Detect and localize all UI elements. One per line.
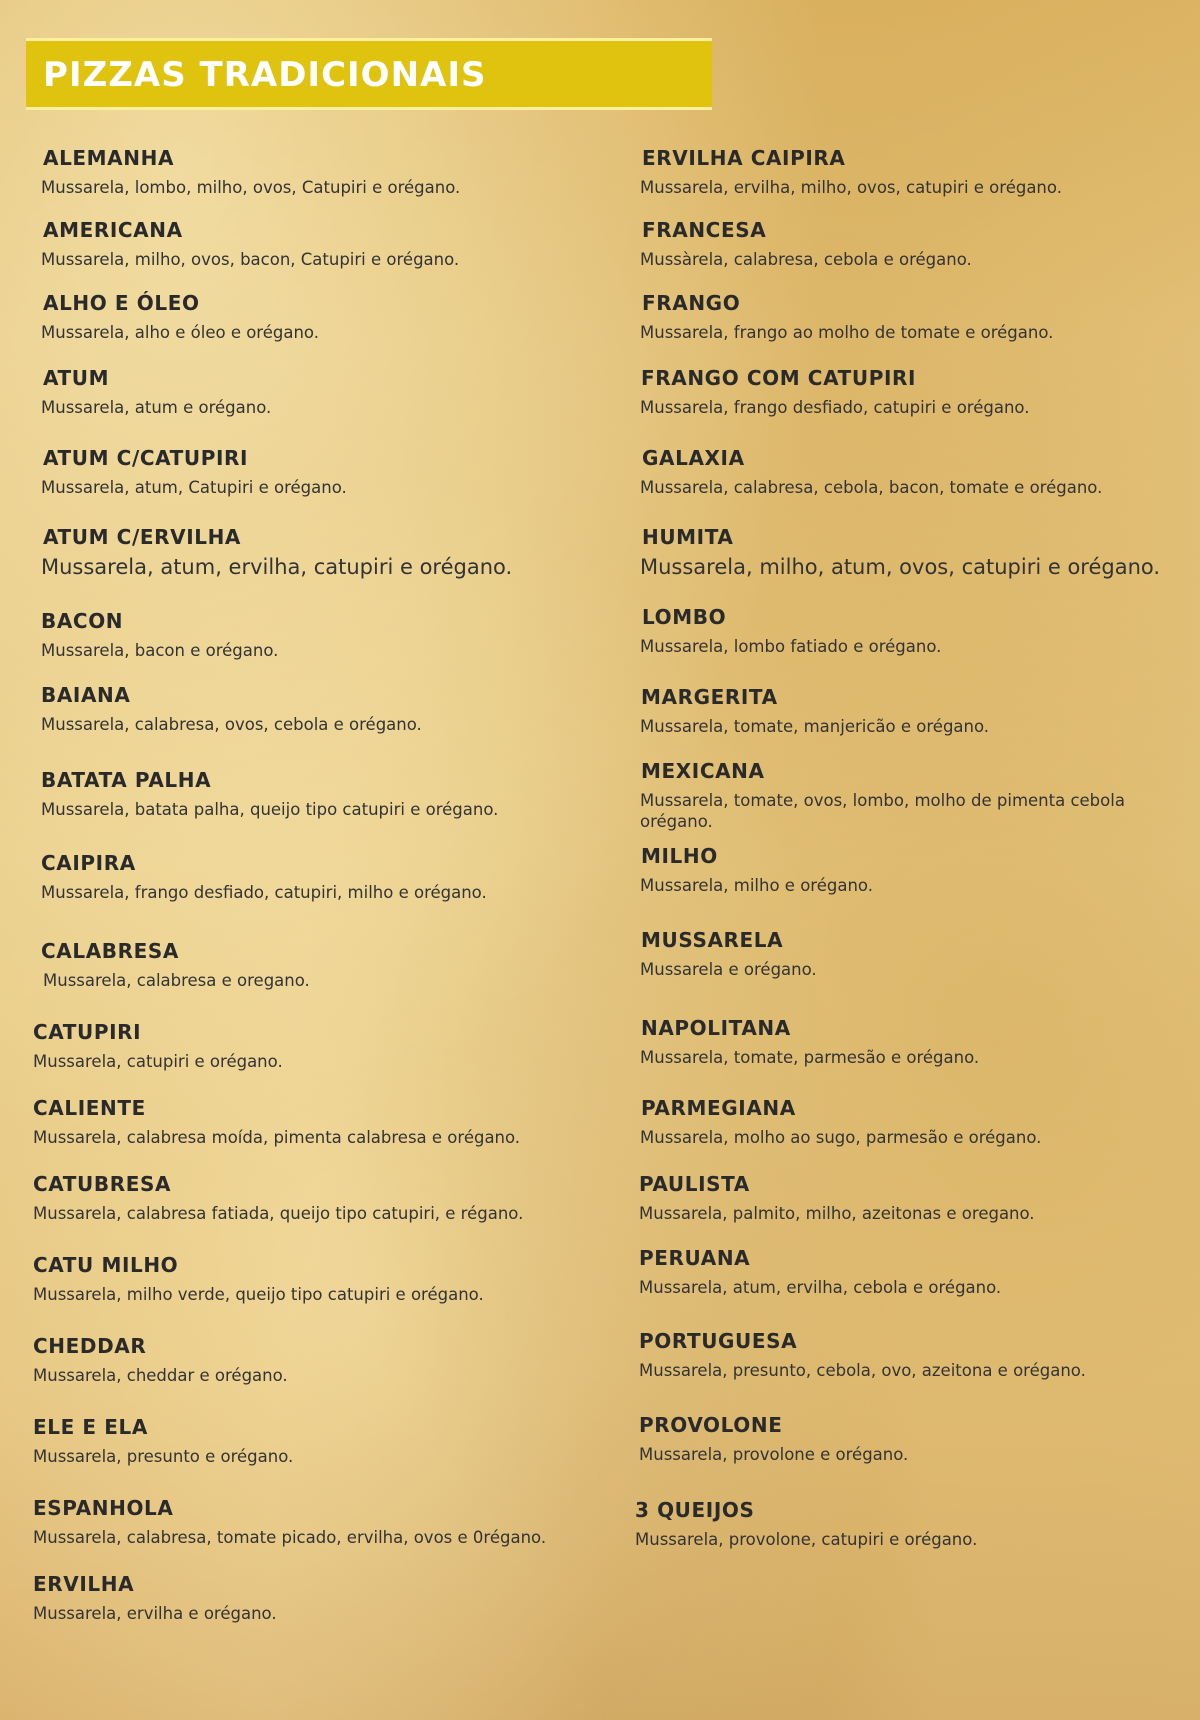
- item-description: Mussarela, batata palha, queijo tipo catupiri e orégano.: [41, 800, 499, 819]
- item-description: Mussarela, lombo, milho, ovos, Catupiri e orégano.: [41, 178, 461, 197]
- item-description: Mussarela, provolone e orégano.: [639, 1445, 909, 1464]
- item-name: 3 QUEIJOS: [635, 1498, 755, 1522]
- item-name: ESPANHOLA: [33, 1496, 174, 1520]
- item-name: ERVILHA: [33, 1572, 135, 1596]
- item-description: Mussarela, calabresa fatiada, queijo tipo catupiri, e régano.: [33, 1204, 524, 1223]
- item-name: ALEMANHA: [43, 146, 175, 170]
- menu-item-calabresa: [41, 939, 310, 991]
- item-name: CHEDDAR: [33, 1334, 147, 1358]
- menu-item-catubresa: [33, 1172, 523, 1224]
- menu-item-parmegiana: [641, 1096, 1041, 1148]
- menu-item-napolitana: [641, 1016, 979, 1068]
- menu-item-caliente: [33, 1096, 520, 1148]
- menu-item-paulista: [639, 1172, 1035, 1224]
- item-description: Mussarela e orégano.: [640, 960, 817, 979]
- item-name: BATATA PALHA: [41, 768, 212, 792]
- item-description: Mussarela, tomate, ovos, lombo, molho de pimenta cebola orégano.: [640, 791, 1125, 831]
- item-name: ALHO E ÓLEO: [43, 291, 200, 315]
- item-name: PAULISTA: [639, 1172, 750, 1196]
- item-description: Mussarela, tomate, manjericão e orégano.: [640, 717, 990, 736]
- menu-item-batata-palha: [41, 768, 498, 820]
- menu-item-provolone: [639, 1413, 908, 1465]
- item-name: NAPOLITANA: [641, 1016, 791, 1040]
- item-description: Mussarela, frango ao molho de tomate e orégano.: [640, 323, 1054, 342]
- menu-item-frango: [642, 291, 1053, 343]
- menu-item-margerita: [641, 685, 989, 737]
- item-description: Mussarela, cheddar e orégano.: [33, 1366, 288, 1385]
- item-description: Mussarela, catupiri e orégano.: [33, 1052, 283, 1071]
- menu-item-milho: [641, 844, 873, 896]
- menu-item-espanhola: [33, 1496, 546, 1548]
- item-name: ATUM: [43, 366, 110, 390]
- item-description: Mussarela, atum, ervilha, cebola e orégano.: [639, 1278, 1002, 1297]
- item-description: Mussarela, calabresa moída, pimenta calabresa e orégano.: [33, 1128, 521, 1147]
- item-name: CATUBRESA: [33, 1172, 172, 1196]
- item-description: Mussarela, calabresa, ovos, cebola e orégano.: [41, 715, 422, 734]
- menu-item-portuguesa: [639, 1329, 1086, 1381]
- item-name: AMERICANA: [43, 218, 183, 242]
- item-description: Mussarela, frango desfiado, catupiri, milho e orégano.: [41, 883, 487, 902]
- item-description: Mussarela, alho e óleo e orégano.: [41, 323, 319, 342]
- item-description: Mussarela, atum, ervilha, catupiri e orégano.: [41, 555, 513, 579]
- item-name: FRANGO: [642, 291, 741, 315]
- item-name: FRANCESA: [642, 218, 767, 242]
- menu-item-frango-com-catupiri: [641, 366, 1029, 418]
- item-description: Mussarela, provolone, catupiri e orégano.: [635, 1530, 978, 1549]
- menu-item-peruana: [639, 1246, 1001, 1298]
- menu-item-mexicana: [641, 759, 1180, 832]
- item-name: LOMBO: [642, 605, 727, 629]
- menu-item-bacon: [41, 609, 278, 661]
- menu-item-catupiri: [33, 1020, 283, 1072]
- item-description: Mussarela, ervilha e orégano.: [33, 1604, 277, 1623]
- item-description: Mussarela, milho e orégano.: [640, 876, 873, 895]
- item-description: Mussarela, frango desfiado, catupiri e orégano.: [640, 398, 1030, 417]
- item-description: Mussarela, ervilha, milho, ovos, catupiri e orégano.: [640, 178, 1062, 197]
- item-name: BAIANA: [41, 683, 131, 707]
- menu-item-alemanha: [43, 146, 460, 198]
- menu-item-catu-milho: [33, 1253, 484, 1305]
- item-description: Mussarela, calabresa, cebola, bacon, tomate e orégano.: [640, 478, 1103, 497]
- menu-item-francesa: [642, 218, 972, 270]
- item-description: Mussarela, bacon e orégano.: [41, 641, 279, 660]
- item-name: PARMEGIANA: [641, 1096, 796, 1120]
- item-name: MUSSARELA: [641, 928, 784, 952]
- menu-item-humita: [642, 525, 1160, 580]
- menu-item-cheddar: [33, 1334, 288, 1386]
- item-description: Mussarela, presunto e orégano.: [33, 1447, 294, 1466]
- menu-item-lombo: [642, 605, 941, 657]
- item-name: CATU MILHO: [33, 1253, 179, 1277]
- item-description: Mussarela, milho verde, queijo tipo catupiri e orégano.: [33, 1285, 484, 1304]
- menu-item-ervilha: [33, 1572, 277, 1624]
- item-name: BACON: [41, 609, 124, 633]
- item-description: Mussarela, milho, atum, ovos, catupiri e orégano.: [640, 555, 1161, 579]
- item-name: MILHO: [641, 844, 718, 868]
- item-description: Mussarela, lombo fatiado e orégano.: [640, 637, 942, 656]
- item-name: MARGERITA: [641, 685, 778, 709]
- menu-item-atum-ervilha: [43, 525, 512, 580]
- item-description: Mussarela, calabresa e oregano.: [43, 971, 310, 990]
- title-banner: [26, 38, 712, 110]
- item-name: PERUANA: [639, 1246, 751, 1270]
- item-name: CALIENTE: [33, 1096, 146, 1120]
- item-description: Mussarela, atum, Catupiri e orégano.: [41, 478, 347, 497]
- item-description: Mussarela, calabresa, tomate picado, ervilha, ovos e 0régano.: [33, 1528, 547, 1547]
- item-name: CATUPIRI: [33, 1020, 142, 1044]
- item-name: ATUM C/CATUPIRI: [43, 446, 249, 470]
- item-name: HUMITA: [642, 525, 734, 549]
- menu-item-ervilha-caipira: [642, 146, 1062, 198]
- menu-item-mussarela: [641, 928, 817, 980]
- menu-item-galaxia: [642, 446, 1102, 498]
- item-name: ATUM C/ERVILHA: [43, 525, 241, 549]
- menu-item-baiana: [41, 683, 422, 735]
- item-description: Mussarela, molho ao sugo, parmesão e orégano.: [640, 1128, 1042, 1147]
- item-name: GALAXIA: [642, 446, 745, 470]
- item-name: PORTUGUESA: [639, 1329, 798, 1353]
- item-description: Mussarela, presunto, cebola, ovo, azeitona e orégano.: [639, 1361, 1086, 1380]
- menu-item-alho-e-oleo: [43, 291, 319, 343]
- item-name: ELE E ELA: [33, 1415, 148, 1439]
- item-description: Mussarela, atum e orégano.: [41, 398, 272, 417]
- menu-item-atum: [43, 366, 271, 418]
- item-name: FRANGO COM CATUPIRI: [641, 366, 917, 390]
- item-name: CALABRESA: [41, 939, 179, 963]
- menu-item-ele-e-ela: [33, 1415, 293, 1467]
- item-description: Mussàrela, calabresa, cebola e orégano.: [640, 250, 972, 269]
- item-name: MEXICANA: [641, 759, 765, 783]
- menu-item-atum-catupiri: [43, 446, 347, 498]
- item-name: PROVOLONE: [639, 1413, 783, 1437]
- item-description: Mussarela, palmito, milho, azeitonas e oregano.: [639, 1204, 1035, 1223]
- item-description: Mussarela, tomate, parmesão e orégano.: [640, 1048, 980, 1067]
- menu-title: PIZZAS TRADICIONAIS: [43, 55, 487, 95]
- menu-item-caipira: [41, 851, 487, 903]
- item-description: Mussarela, milho, ovos, bacon, Catupiri e orégano.: [41, 250, 460, 269]
- item-name: CAIPIRA: [41, 851, 136, 875]
- item-name: ERVILHA CAIPIRA: [642, 146, 846, 170]
- menu-item-3-queijos: [635, 1498, 977, 1550]
- menu-item-americana: [43, 218, 459, 270]
